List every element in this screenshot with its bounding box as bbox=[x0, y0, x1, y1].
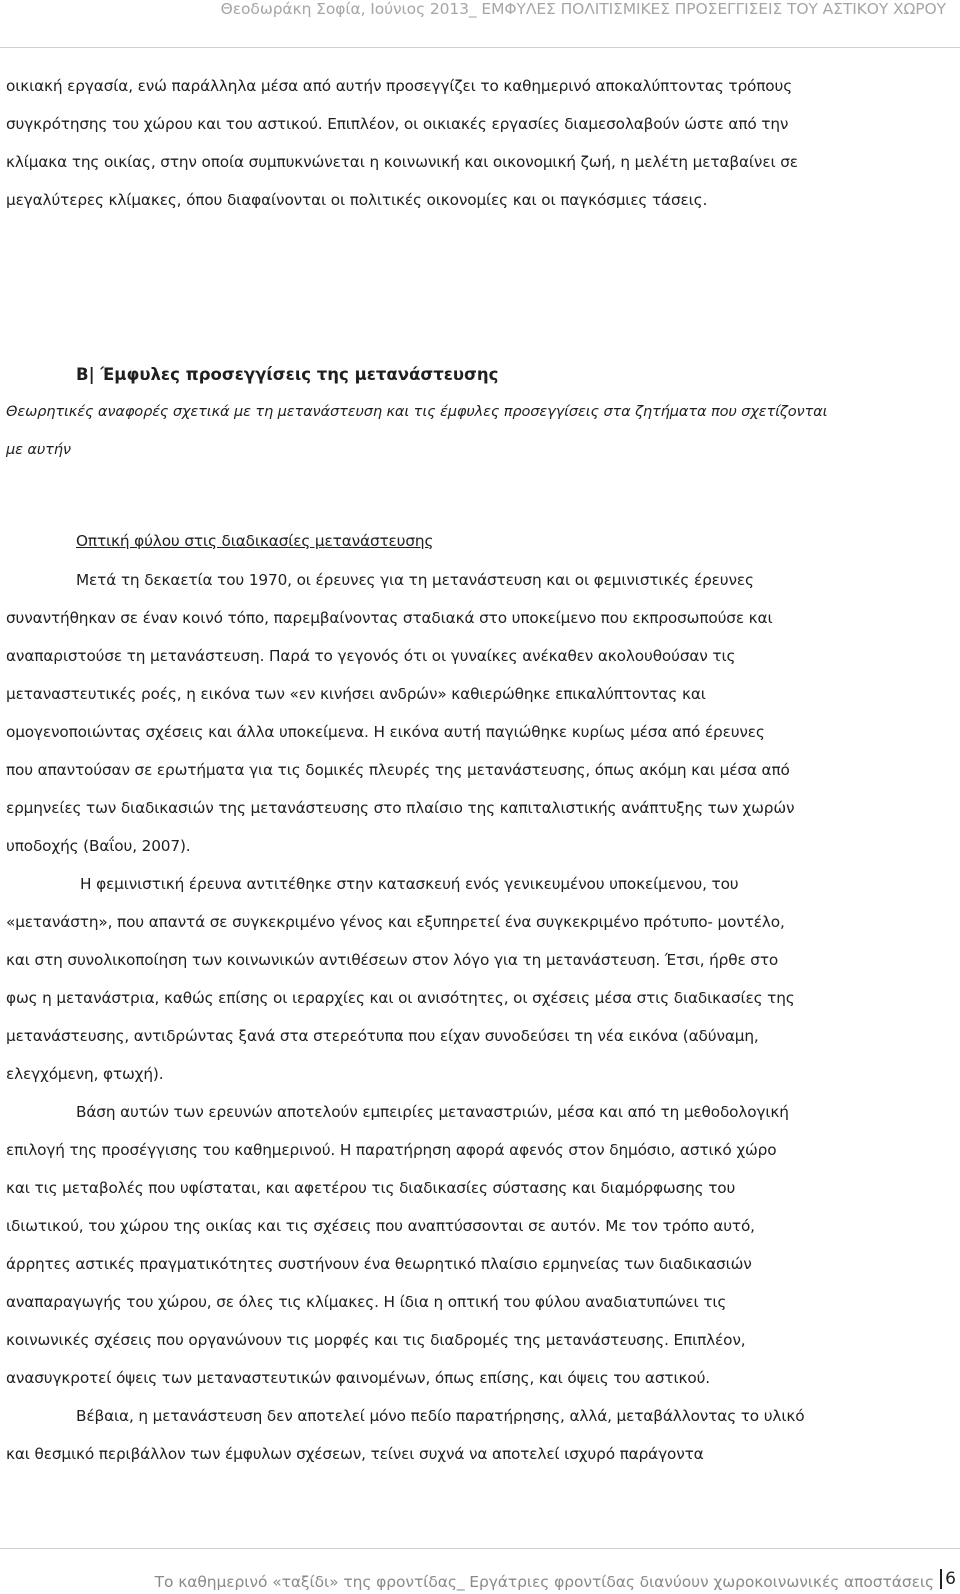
text-line: κλίμακα της οικίας, στην οποία συμπυκνώνεται η κοινωνική και οικονομική ζωή, η μελέτη μεταβαίνει σε bbox=[6, 153, 798, 171]
text-line: άρρητες αστικές πραγματικότητες συστήνουν ένα θεωρητικό πλαίσιο ερμηνείας των διαδικασιών bbox=[6, 1255, 752, 1273]
text-line: και τις μεταβολές που υφίσταται, και αφετέρου τις διαδικασίες σύστασης και διαμόρφωσης του bbox=[6, 1179, 736, 1197]
header-divider bbox=[0, 47, 960, 48]
text-line: Μετά τη δεκαετία του 1970, οι έρευνες για τη μετανάστευση και οι φεμινιστικές έρευνες bbox=[76, 571, 754, 589]
text-line: Βέβαια, η μετανάστευση δεν αποτελεί μόνο πεδίο παρατήρησης, αλλά, μεταβάλλοντας το υλικό bbox=[76, 1407, 805, 1425]
text-line: μετανάστευσης, αντιδρώντας ξανά στα στερεότυπα που είχαν συνοδεύσει τη νέα εικόνα (αδύναμη, bbox=[6, 1027, 759, 1045]
running-header: Θεοδωράκη Σοφία, Ιούνιος 2013_ ΕΜΦΥΛΕΣ ΠΟΛΙΤΙΣΜΙΚΕΣ ΠΡΟΣΕΓΓΙΣΕΙΣ ΤΟΥ ΑΣΤΙΚΟΥ ΧΩΡΟΥ bbox=[220, 0, 946, 18]
subtitle-line: με αυτήν bbox=[6, 441, 71, 458]
subtitle-line: Θεωρητικές αναφορές σχετικά με τη μετανάστευση και τις έμφυλες προσεγγίσεις στα ζητήματα που σχετίζονται bbox=[6, 403, 828, 420]
text-line: που απαντούσαν σε ερωτήματα για τις δομικές πλευρές της μετανάστευσης, όπως ακόμη και μέσα από bbox=[6, 761, 790, 779]
footer-divider bbox=[0, 1548, 960, 1549]
text-line: και στη συνολικοποίηση των κοινωνικών αντιθέσεων στον λόγο για τη μετανάστευση. Έτσι, ήρθε στο bbox=[6, 951, 779, 969]
text-line: ερμηνείες των διαδικασιών της μετανάστευσης στο πλαίσιο της καπιταλιστικής ανάπτυξης των χωρών bbox=[6, 799, 795, 817]
section-heading: B| Έμφυλες προσεγγίσεις της μετανάστευσης bbox=[76, 365, 499, 384]
text-line: φως η μετανάστρια, καθώς επίσης οι ιεραρχίες και οι ανισότητες, οι σχέσεις μέσα στις διαδικασίες της bbox=[6, 989, 795, 1007]
text-line: ελεγχόμενη, φτωχή). bbox=[6, 1065, 164, 1083]
text-line: Βάση αυτών των ερευνών αποτελούν εμπειρίες μεταναστριών, μέσα και από τη μεθοδολογική bbox=[76, 1103, 789, 1121]
text-line: και θεσμικό περιβάλλον των έμφυλων σχέσεων, τείνει συχνά να αποτελεί ισχυρό παράγοντα bbox=[6, 1445, 704, 1463]
text-line: υποδοχής (Βαΐου, 2007). bbox=[6, 837, 191, 855]
text-line: «μετανάστη», που απαντά σε συγκεκριμένο γένος και εξυπηρετεί ένα συγκεκριμένο πρότυπο- μοντέλο, bbox=[6, 913, 785, 931]
text-line: αναπαραγωγής του χώρου, σε όλες τις κλίμακες. Η ίδια η οπτική του φύλου αναδιατυπώνει τις bbox=[6, 1293, 727, 1311]
text-line: μεγαλύτερες κλίμακες, όπου διαφαίνονται οι πολιτικές οικονομίες και οι παγκόσμιες τάσεις. bbox=[6, 191, 708, 209]
text-line: ιδιωτικού, του χώρου της οικίας και τις σχέσεις που αναπτύσσονται σε αυτόν. Με τον τρόπο αυτό, bbox=[6, 1217, 755, 1235]
text-line: επιλογή της προσέγγισης του καθημερινού. Η παρατήρηση αφορά αφενός στον δημόσιο, αστικό χώρο bbox=[6, 1141, 777, 1159]
text-line: μεταναστευτικές ροές, η εικόνα των «εν κινήσει ανδρών» καθιερώθηκε επικαλύπτοντας και bbox=[6, 685, 706, 703]
subsection-heading: Οπτική φύλου στις διαδικασίες μετανάστευσης bbox=[76, 532, 434, 550]
text-line: συγκρότησης του χώρου και του αστικού. Επιπλέον, οι οικιακές εργασίες διαμεσολαβούν ώστε από την bbox=[6, 115, 789, 133]
text-line: αναπαριστούσε τη μετανάστευση. Παρά το γεγονός ότι οι γυναίκες ανέκαθεν ακολουθούσαν τις bbox=[6, 647, 736, 665]
text-line: ομογενοποιώντας σχέσεις και άλλα υποκείμενα. Η εικόνα αυτή παγιώθηκε κυρίως μέσα από έρευνες bbox=[6, 723, 765, 741]
text-line: Η φεμινιστική έρευνα αντιτέθηκε στην κατασκευή ενός γενικευμένου υποκείμενου, του bbox=[80, 875, 739, 893]
text-line: ανασυγκροτεί όψεις των μεταναστευτικών φαινομένων, όπως επίσης, και όψεις του αστικού. bbox=[6, 1369, 710, 1387]
text-line: κοινωνικές σχέσεις που οργανώνουν τις μορφές και τις διαδρομές της μετανάστευσης. Επιπλέον, bbox=[6, 1331, 746, 1349]
text-line: συναντήθηκαν σε έναν κοινό τόπο, παρεμβαίνοντας σταδιακά στο υποκείμενο που εκπροσωπούσε και bbox=[6, 609, 773, 627]
running-footer: Το καθημερινό «ταξίδι» της φροντίδας_ Εργάτριες φροντίδας διανύουν χωροκοινωνικές αποστάσεις bbox=[154, 1573, 934, 1591]
text-line: οικιακή εργασία, ενώ παράλληλα μέσα από αυτήν προσεγγίζει το καθημερινό αποκαλύπτοντας τρόπους bbox=[6, 77, 793, 95]
page-number: 6 bbox=[940, 1569, 956, 1589]
